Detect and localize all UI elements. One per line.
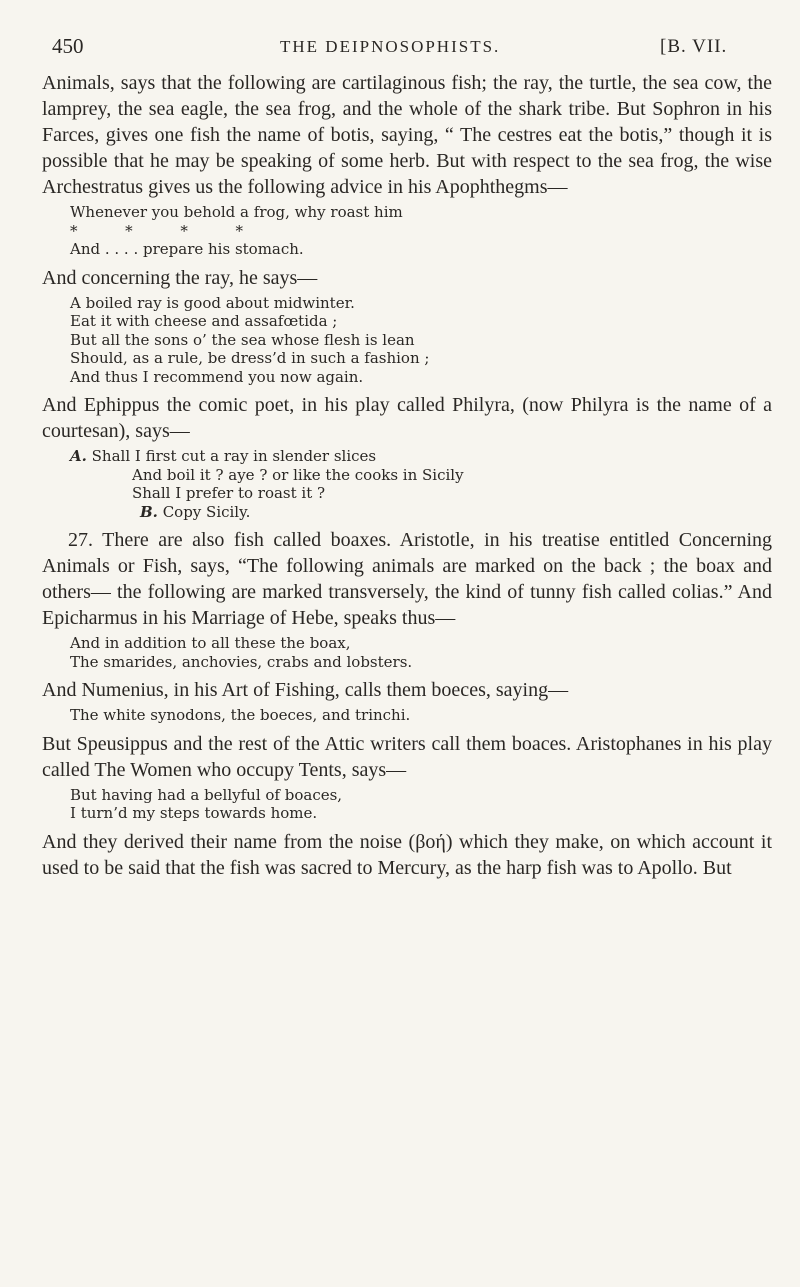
verse-ray [70,294,772,387]
paragraph-speusippus: But Speusippus and the rest of the Attic writers call them boaces. Aristophanes in his play called The Women who occupy Tents, says— [42,732,772,781]
verse-aristophanes [70,786,772,823]
verse-line: But having had a bellyful of boaces, [70,785,343,804]
verse-line: Should, as a rule, be dress’d in such a fashion ; [70,349,430,367]
paragraph-animals: Animals, says that the following are cartilaginous fish; the ray, the turtle, the sea cow, the lamprey, the sea eagle, the sea frog, and the whole of the shark tribe. But Sophron in his Farces, gives one fish the name of botis, saying, “ The cestres eat the botis,” though it is possible that he may be speaking of some herb. But with respect to the sea frog, the wise Archestratus gives us the following advice in his Apophthegms— [42,72,772,198]
verse-line: The smarides, anchovies, crabs and lobsters. [70,652,413,671]
verse-line: Eat it with cheese and assafœtida ; [70,312,338,330]
verse-line: The white synodons, the boeces, and trinchi. [70,706,411,724]
speaker-b: B. [140,502,158,521]
verse-line: And thus I recommend you now again. [70,367,364,386]
verse-line: Shall I prefer to roast it ? [132,484,326,502]
verse-line: Whenever you behold a frog, why roast him [70,203,403,221]
verse-line: And . . . . prepare his stomach. [70,240,304,258]
verse-numenius [70,706,772,725]
verse-line: But all the sons o’ the sea whose flesh is lean [70,330,415,349]
running-title: THE DEIPNOSOPHISTS. [280,37,501,56]
paragraph-name-origin: And they derived their name from the noise (βοή) which they make, on which account it used to be said that the fish was sacred to Mercury, as the harp fish was to Apollo. But [42,830,772,879]
verse-line: I turn’d my steps towards home. [70,804,318,822]
verse-epicharmus [70,634,772,671]
section-marker: [B. VII. [660,36,728,57]
verse-line: And in addition to all these the boax, [70,634,351,652]
verse-line: And boil it ? aye ? or like the cooks in Sicily [132,465,464,484]
verse-ellipsis: * * * * [70,221,244,240]
verse-frog [70,203,772,259]
paragraph-boaxes: 27. There are also fish called boaxes. Aristotle, in his treatise entitled Concerning Animals or Fish, says, “The following animals are marked on the back ; the boax and others— the following are marked transversely, the kind of tunny fish called colias.” And Epicharmus in his Marriage of Hebe, speaks thus— [42,529,772,629]
speaker-a: A. [70,447,87,465]
paragraph-ephippus: And Ephippus the comic poet, in his play called Philyra, (now Philyra is the name of a courtesan), says— [42,394,772,442]
paragraph-ray: And concerning the ray, he says— [42,266,318,289]
verse-dialogue [70,447,772,521]
book-page [42,34,772,883]
page-number: 450 [52,34,84,58]
running-header [42,34,772,70]
paragraph-numenius: And Numenius, in his Art of Fishing, calls them boeces, saying— [42,679,569,701]
verse-line: Shall I first cut a ray in slender slices [91,447,377,465]
verse-line: Copy Sicily. [162,502,251,521]
verse-line: A boiled ray is good about midwinter. [70,293,355,312]
